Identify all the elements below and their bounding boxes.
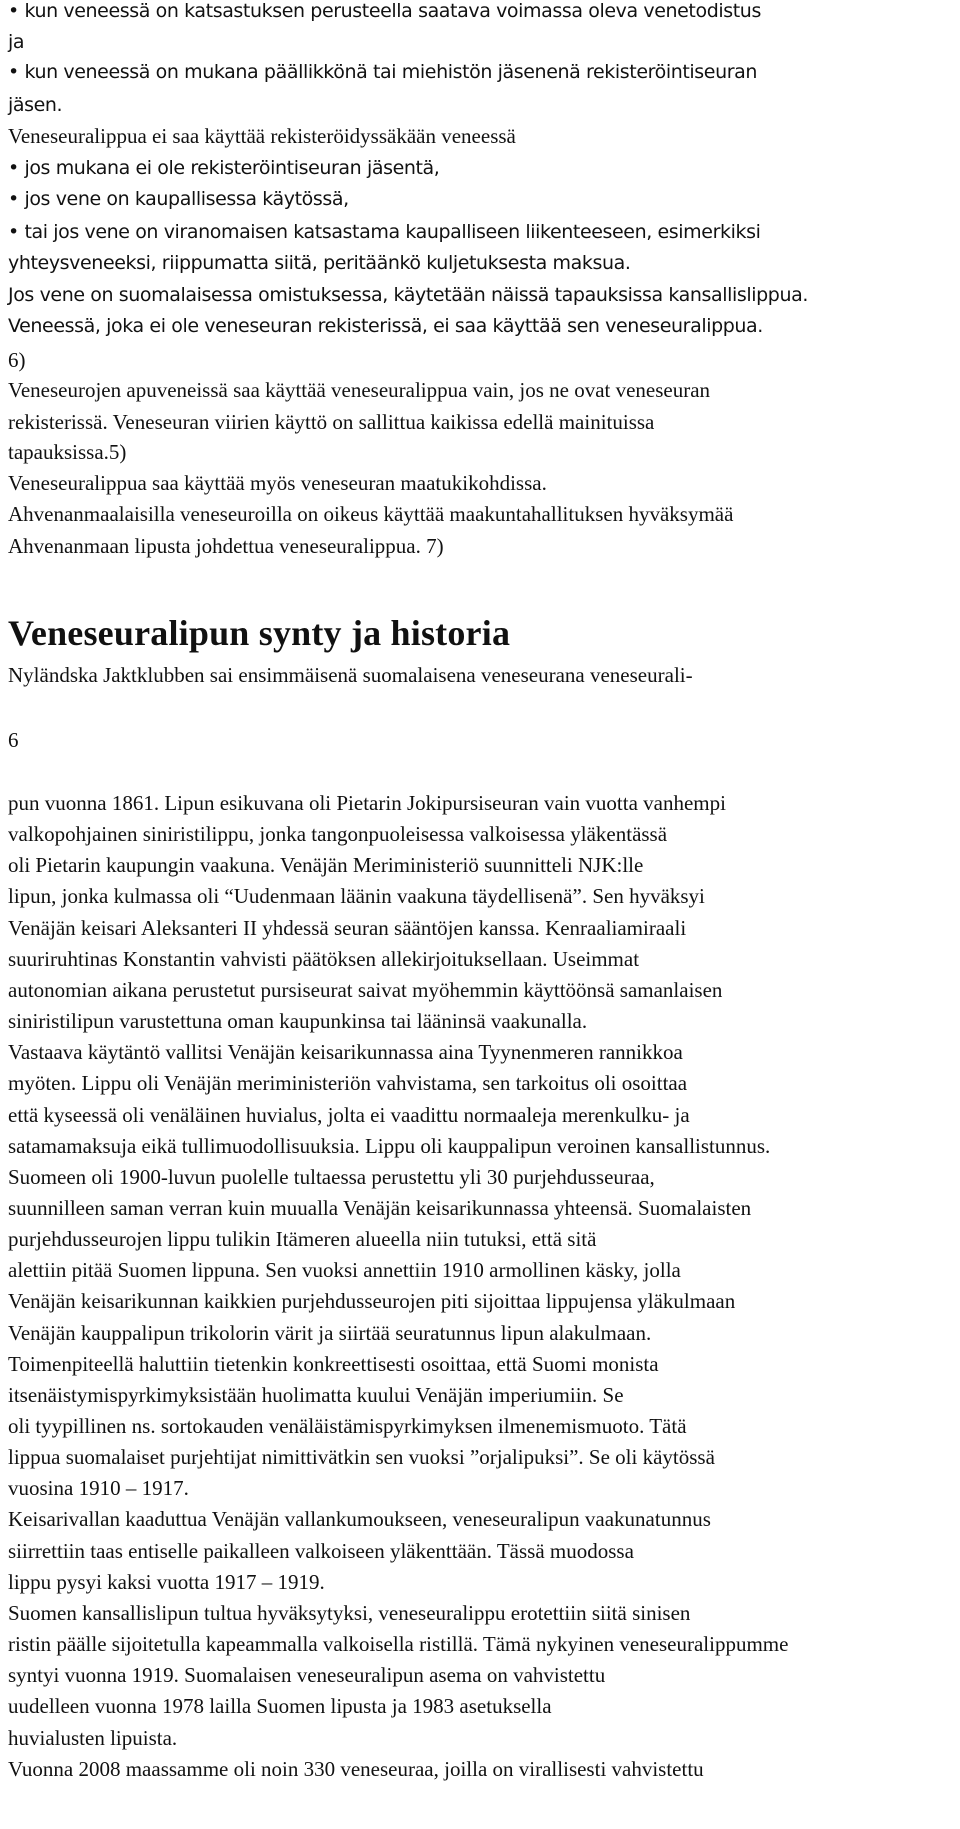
text-line: tapauksissa.5) bbox=[8, 440, 127, 464]
text-line: autonomian aikana perustetut pursiseurat saivat myöhemmin käyttöönsä samanlaisen bbox=[8, 978, 723, 1002]
text-line: alettiin pitää Suomen lippuna. Sen vuoksi annettiin 1910 armollinen käsky, jolla bbox=[8, 1258, 681, 1282]
text-line: jäsen. bbox=[8, 94, 63, 116]
text-line: vuosina 1910 – 1917. bbox=[8, 1476, 189, 1500]
text-line: Suomeen oli 1900-luvun puolelle tultaessa perustettu yli 30 purjehdusseuraa, bbox=[8, 1165, 655, 1189]
text-line: uudelleen vuonna 1978 lailla Suomen lipusta ja 1983 asetuksella bbox=[8, 1694, 552, 1718]
text-line: Suomen kansallislipun tultua hyväksytyksi, veneseuralippu erotettiin siitä sinisen bbox=[8, 1601, 691, 1625]
text-line: 6) bbox=[8, 348, 26, 372]
text-line: satamamaksuja eikä tullimuodollisuuksia. Lippu oli kauppalipun veroinen kansallistunnus. bbox=[8, 1134, 771, 1158]
section-heading: Veneseuralipun synty ja historia bbox=[8, 613, 511, 653]
text-line: Veneseurojen apuveneissä saa käyttää veneseuralippua vain, jos ne ovat veneseuran bbox=[8, 378, 711, 402]
text-line: • jos vene on kaupallisessa käytössä, bbox=[8, 188, 349, 210]
text-line: Veneessä, joka ei ole veneseuran rekisterissä, ei saa käyttää sen veneseuralippua. bbox=[8, 315, 763, 337]
text-line: itsenäistymispyrkimyksistään huolimatta kuului Venäjän imperiumiin. Se bbox=[8, 1383, 624, 1407]
text-line: Venäjän keisarikunnan kaikkien purjehdusseurojen piti sijoittaa lippujensa yläkulmaan bbox=[8, 1289, 736, 1313]
text-line: Veneseuralippua ei saa käyttää rekisteröidyssäkään veneessä bbox=[8, 124, 516, 148]
text-line: Toimenpiteellä haluttiin tietenkin konkreettisesti osoittaa, että Suomi monista bbox=[8, 1352, 659, 1376]
text-line: oli tyypillinen ns. sortokauden venäläistämispyrkimyksen ilmenemismuoto. Tätä bbox=[8, 1414, 687, 1438]
text-line: Jos vene on suomalaisessa omistuksessa, käytetään näissä tapauksissa kansallislippua. bbox=[8, 284, 808, 306]
text-line: Venäjän keisari Aleksanteri II yhdessä seuran sääntöjen kanssa. Kenraaliamiraali bbox=[8, 916, 687, 940]
text-line: ja bbox=[8, 31, 25, 53]
text-line: purjehdusseurojen lippu tulikin Itämeren alueella niin tutuksi, että sitä bbox=[8, 1227, 597, 1251]
text-line: Ahvenanmaan lipusta johdettua veneseuralippua. 7) bbox=[8, 534, 444, 558]
text-line: lipun, jonka kulmassa oli “Uudenmaan läänin vaakuna täydellisenä”. Sen hyväksyi bbox=[8, 884, 705, 908]
text-line: lippua suomalaiset purjehtijat nimittivätkin sen vuoksi ”orjalipuksi”. Se oli käytössä bbox=[8, 1445, 715, 1469]
text-line: ristin päälle sijoitetulla kapeammalla valkoisella ristillä. Tämä nykyinen veneseuralippumme bbox=[8, 1632, 789, 1656]
text-line: yhteysveneeksi, riippumatta siitä, peritäänkö kuljetuksesta maksua. bbox=[8, 252, 631, 274]
text-line: Keisarivallan kaaduttua Venäjän vallankumoukseen, veneseuralipun vaakunatunnus bbox=[8, 1507, 711, 1531]
text-line: Veneseuralippua saa käyttää myös veneseuran maatukikohdissa. bbox=[8, 471, 547, 495]
text-line: Ahvenanmaalaisilla veneseuroilla on oikeus käyttää maakuntahallituksen hyväksymää bbox=[8, 502, 734, 526]
text-line: • jos mukana ei ole rekisteröintiseuran jäsentä, bbox=[8, 157, 440, 179]
text-line: huvialusten lipuista. bbox=[8, 1726, 178, 1750]
text-line: että kyseessä oli venäläinen huvialus, jolta ei vaadittu normaaleja merenkulku- ja bbox=[8, 1103, 690, 1127]
page-number: 6 bbox=[8, 728, 19, 752]
intro-line: Nyländska Jaktklubben sai ensimmäisenä suomalaisena veneseurana veneseurali- bbox=[8, 663, 693, 687]
text-line: lippu pysyi kaksi vuotta 1917 – 1919. bbox=[8, 1570, 325, 1594]
text-line: siniristilipun varustettuna oman kaupunkinsa tai lääninsä vaakunalla. bbox=[8, 1009, 588, 1033]
text-line: rekisterissä. Veneseuran viirien käyttö on sallittua kaikissa edellä mainituissa bbox=[8, 410, 655, 434]
text-line: oli Pietarin kaupungin vaakuna. Venäjän Meriministeriö suunnitteli NJK:lle bbox=[8, 853, 644, 877]
text-line: Venäjän kauppalipun trikolorin värit ja siirtää seuratunnus lipun alakulmaan. bbox=[8, 1321, 652, 1345]
text-line: pun vuonna 1861. Lipun esikuvana oli Pietarin Jokipursiseuran vain vuotta vanhempi bbox=[8, 791, 726, 815]
text-line: • kun veneessä on katsastuksen perusteella saatava voimassa oleva venetodistus bbox=[8, 0, 761, 22]
text-line: myöten. Lippu oli Venäjän meriministeriön vahvistama, sen tarkoitus oli osoittaa bbox=[8, 1071, 688, 1095]
text-line: valkopohjainen siniristilippu, jonka tangonpuoleisessa valkoisessa yläkentässä bbox=[8, 822, 668, 846]
text-line: Vuonna 2008 maassamme oli noin 330 veneseuraa, joilla on virallisesti vahvistettu bbox=[8, 1757, 704, 1781]
text-line: Vastaava käytäntö vallitsi Venäjän keisarikunnassa aina Tyynenmeren rannikkoa bbox=[8, 1040, 683, 1064]
text-line: suuriruhtinas Konstantin vahvisti päätöksen allekirjoituksellaan. Useimmat bbox=[8, 947, 640, 971]
text-line: suunnilleen saman verran kuin muualla Venäjän keisarikunnassa yhteensä. Suomalaisten bbox=[8, 1196, 752, 1220]
text-line: • kun veneessä on mukana päällikkönä tai miehistön jäsenenä rekisteröintiseuran bbox=[8, 61, 758, 83]
text-line: • tai jos vene on viranomaisen katsastama kaupalliseen liikenteeseen, esimerkiksi bbox=[8, 221, 761, 243]
text-line: siirrettiin taas entiselle paikalleen valkoiseen yläkenttään. Tässä muodossa bbox=[8, 1539, 634, 1563]
text-line: syntyi vuonna 1919. Suomalaisen veneseuralipun asema on vahvistettu bbox=[8, 1663, 606, 1687]
